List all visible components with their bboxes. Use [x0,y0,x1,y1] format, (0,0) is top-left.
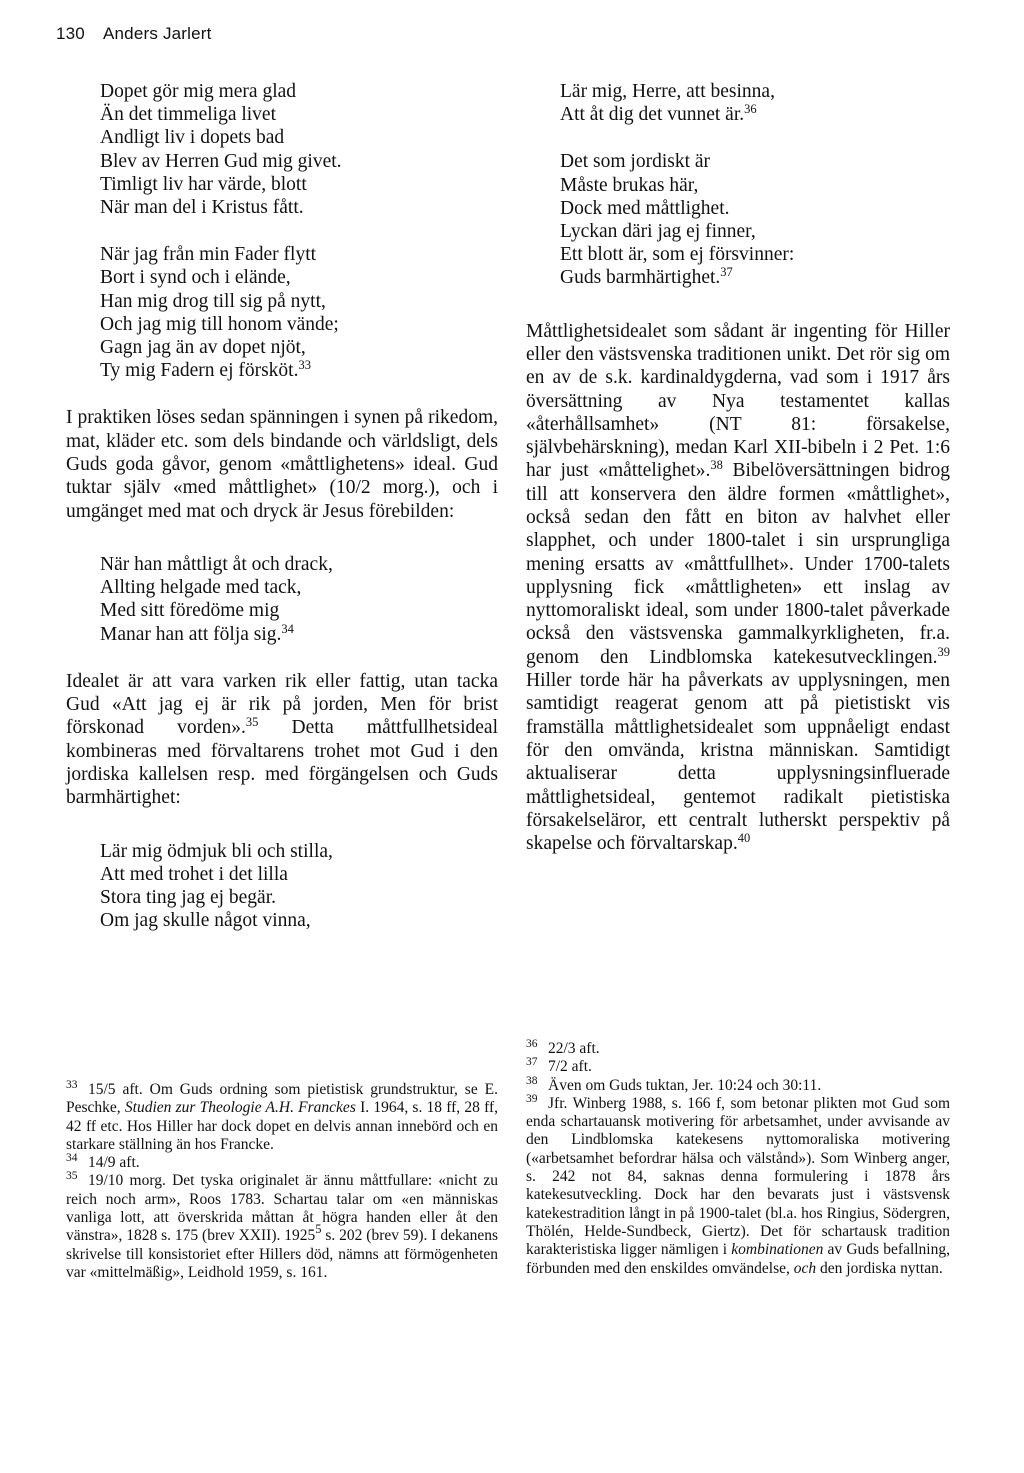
poem-line-text: Att åt dig det vunnet är. [560,104,745,126]
footnote-ref: 36 [744,102,757,117]
poem-line: Om jag skulle något vinna, [100,910,311,932]
poem-line [100,623,498,646]
footnote-36: 36 22/3 aft. [526,1038,600,1057]
paragraph-text: Detta måttfullhetsideal kombineras med förvaltarens trohet mot Gud i den jordiska kallelsen resp. med förgängelsen och Guds barmhärtighet: [66,717,498,809]
poem-line: Måste brukas här, [560,174,699,196]
poem-line: Lär mig ödmjuk bli och stilla, [100,840,333,862]
running-head-author: Anders Jarlert [102,24,212,43]
poem-line: Andligt liv i dopets bad [100,127,285,149]
poem-line: Gagn jag än av dopet njöt, [100,337,306,359]
footnote-emphasis: kombinationen [731,1241,824,1259]
poem-line: När jag från min Fader flytt [100,244,317,266]
footnote-text: den jordiska nyttan. [816,1259,943,1277]
poem-stanza-3 [66,553,498,646]
footnote-39: 39 Jfr. Winberg 1988, s. 166 f, som betonar plikten mot Gud som enda schartauansk motivering för arbetsamhet, under avvisande av den Lindblomska katekesens nyttomoraliska motivering («arbetsamhet befordrar hälsa och välstånd»). Som Winberg anger, s. 242 not 84, saknas denna formulering i 1878 års katekesutveckling. Dock har den bevarats just i västsvensk katekestradition långt in på 1900-talet (bl.a. hos Ringius, Södergren, Thölén, Helde-Sundbeck, Giertz). Det för schartausk tradition karakteristiska ligger nämligen i kombinationen av Guds befallning, förbunden med den enskildes omvändelse, och den jordiska nyttan. [526,1092,950,1277]
paragraph-text: Hiller torde här ha påverkats av upplysningen, men samtidigt reagerat genom att på pietistiskt vis framställa måttlighetsidealet som uppnåeligt endast för den omvända, kristna människan. Samtidigt aktualiserar detta upplysningsinfluerade måttlighetsideal, gentemot radikalt pietistiska försakelseläror, ett centralt lutherskt perspektiv på skapelse och förvaltarskap. [526,670,950,855]
poem-line [560,266,950,289]
right-column [526,80,950,855]
footnote-text: Även om Guds tuktan, Jer. 10:24 och 30:11. [548,1076,822,1094]
poem-stanza-1 [66,80,498,219]
poem-line: Att med trohet i det lilla [100,863,288,885]
running-head [56,24,212,44]
paragraph-3 [526,320,950,856]
poem-line: Än det timmeliga livet [100,104,277,126]
footnotes-right [526,1040,950,1278]
footnote-text: av Guds befallning, förbunden med den enskildes omvändelse, [526,1241,950,1277]
poem-stanza-5 [526,150,950,289]
poem-line: Med sitt föredöme mig [100,600,280,622]
edition-superscript: 5 [315,1222,322,1237]
footnote-text: 7/2 aft. [548,1058,592,1076]
footnote-ref: 38 [710,458,723,473]
footnote-ref: 40 [737,831,751,846]
footnote-ref: 37 [720,265,733,280]
poem-line: När man del i Kristus fått. [100,197,304,219]
poem-line: Blev av Herren Gud mig givet. [100,150,342,172]
footnotes-left [66,1081,498,1282]
poem-line [560,103,950,126]
poem-line: Dopet gör mig mera glad [100,81,297,102]
footnote-37: 37 7/2 aft. [526,1056,592,1076]
poem-stanza-4-continued [526,80,950,126]
poem-line: Han mig drog till sig på nytt, [100,290,326,312]
poem-line: Allting helgade med tack, [100,577,302,599]
paragraph-text: Måttlighetsidealet som sådant är ingenting för Hiller eller den västsvenska traditionen unikt. Det rör sig om en av de s.k. kardinaldygderna, vad som i 1917 års översättning av Nya testamentet kallas «återhållsamhet» (NT 81: försakelse, självbehärskning), medan Karl XII-bibeln i 2 Pet. 1:6 har just «måttelighet». [526,320,950,482]
paragraph-text: Bibelöversättningen bidrog till att konservera den äldre formen «måttlighet», också sedan den fått en biton av halvhet eller slapphet, och under 1800-talet i sin ursprungliga mening ersatts av «måttfullhet». Under 1700-talets upplysning fick «måttligheten» ett inslag av nyttomoraliskt ideal, som under 1800-talet påverkade också den västsvenska gammalkyrkligheten, fr.a. genom den Lindblomska katekesutvecklingen. [526,460,950,668]
poem-stanza-2 [66,243,498,382]
footnote-text: I. 1964, s. 18 ff, 28 ff, 42 ff etc. Hos Hiller har dock dopet en delvis annan innebörd och en starkare ställning än hos Francke. [66,1099,499,1153]
footnote-35: 35 19/10 morg. Det tyska originalet är ännu måttfullare: «nicht zu reich noch arm», Roos 1783. Schartau talar om «en människas vanliga lott, att överskrida måttan åt högra handen eller åt den vänstra», 1828 s. 175 (brev XXII). 1925$^5$ s. 202 (brev 59). I dekanens skrivelse till konsistoriet efter Hillers död, nämns att förmögenheten var «mittelmäßig», Leidhold 1959, s. 161. [66,1170,498,1281]
page-number: 130 [56,24,85,43]
footnote-ref: 39 [937,644,950,659]
poem-line: När han måttligt åt och drack, [100,553,333,575]
poem-line: Ett blott är, som ej försvinner: [560,244,795,266]
poem-line [100,359,498,382]
footnote-text: 14/9 aft. [88,1154,140,1172]
paragraph-1: I praktiken löses sedan spänningen i synen på rikedom, mat, kläder etc. som dels bindande och världsligt, dels Guds goda gåvor, genom «måttlighetens» ideal. Gud tuktar själv «med måttlighet» (10/2 morg.), och i umgänget med mat och dryck är Jesus förebilden: [66,407,498,522]
paragraph-2 [66,670,498,810]
footnote-title: Studien zur Theologie A.H. Franckes [124,1099,356,1117]
footnote-text: 15/5 aft. Om Guds ordning som pietistisk grundstruktur, se E. Peschke, [66,1081,498,1117]
poem-line-text: Guds barmhärtighet. [560,267,721,289]
left-column [66,80,498,932]
footnote-text: 22/3 aft. [548,1040,600,1057]
footnote-text: s. 202 (brev 59). I dekanens skrivelse till konsistoriet efter Hillers död, nämns att förmögenheten var «mittelmäßig», Leidhold 1959, s. 161. [66,1227,498,1281]
paragraph-text: Idealet är att vara varken rik eller fattig, utan tacka Gud «Att jag ej är rik på jorden, Men för brist förskonad vorden». [66,670,498,739]
footnote-33: 33 15/5 aft. Om Guds ordning som pietistisk grundstruktur, se E. Peschke, Studien zur Theologie A.H. Franckes I. 1964, s. 18 ff, 28 ff, 42 ff etc. Hos Hiller har dock dopet en delvis annan innebörd och en starkare ställning än hos Francke. [66,1079,499,1153]
footnote-text: 19/10 morg. Det tyska originalet är ännu måttfullare: «nicht zu reich noch arm», Roos 1783. Schartau talar om «en människas vanliga lott, att överskrida måttan åt högra handen eller åt den vänstra», 1828 s. 175 (brev XXII). 1925 [66,1172,498,1245]
footnote-emphasis: och [793,1259,817,1277]
footnote-34: 34 14/9 aft. [66,1152,140,1172]
poem-line-text: Ty mig Fadern ej försköt. [100,360,299,382]
poem-stanza-4 [66,840,498,933]
footnote-text: Jfr. Winberg 1988, s. 166 f, som betonar plikten mot Gud som enda schartauansk motivering för arbetsamhet, under avvisande av den Lindblomska katekesens nyttomoraliska motivering («arbetsamhet befordrar hälsa och välstånd»). Som Winberg anger, s. 242 not 84, saknas denna formulering i 1878 års katekesutveckling. Dock har den bevarats just i västsvensk katekestradition långt in på 1900-talet (bl.a. hos Ringius, Södergren, Thölén, Helde-Sundbeck, Giertz). Det för schartausk tradition karakteristiska ligger nämligen i [526,1094,950,1259]
poem-line: Dock med måttlighet. [560,197,730,219]
poem-line: Lär mig, Herre, att besinna, [560,81,775,102]
footnote-ref: 35 [245,715,259,730]
poem-line: Det som jordiskt är [560,151,711,173]
footnote-38: 38 Även om Guds tuktan, Jer. 10:24 och 30:11. [526,1074,822,1094]
poem-line: Stora ting jag ej begär. [100,886,276,908]
poem-line: Timligt liv har värde, blott [100,173,307,195]
footnote-ref: 34 [281,621,294,636]
poem-line: Lyckan däri jag ej finner, [560,221,756,243]
poem-line-text: Manar han att följa sig. [100,623,282,645]
poem-line: Bort i synd och i elände, [100,267,291,289]
poem-line: Och jag mig till honom vände; [100,313,339,335]
footnote-ref: 33 [298,358,311,373]
